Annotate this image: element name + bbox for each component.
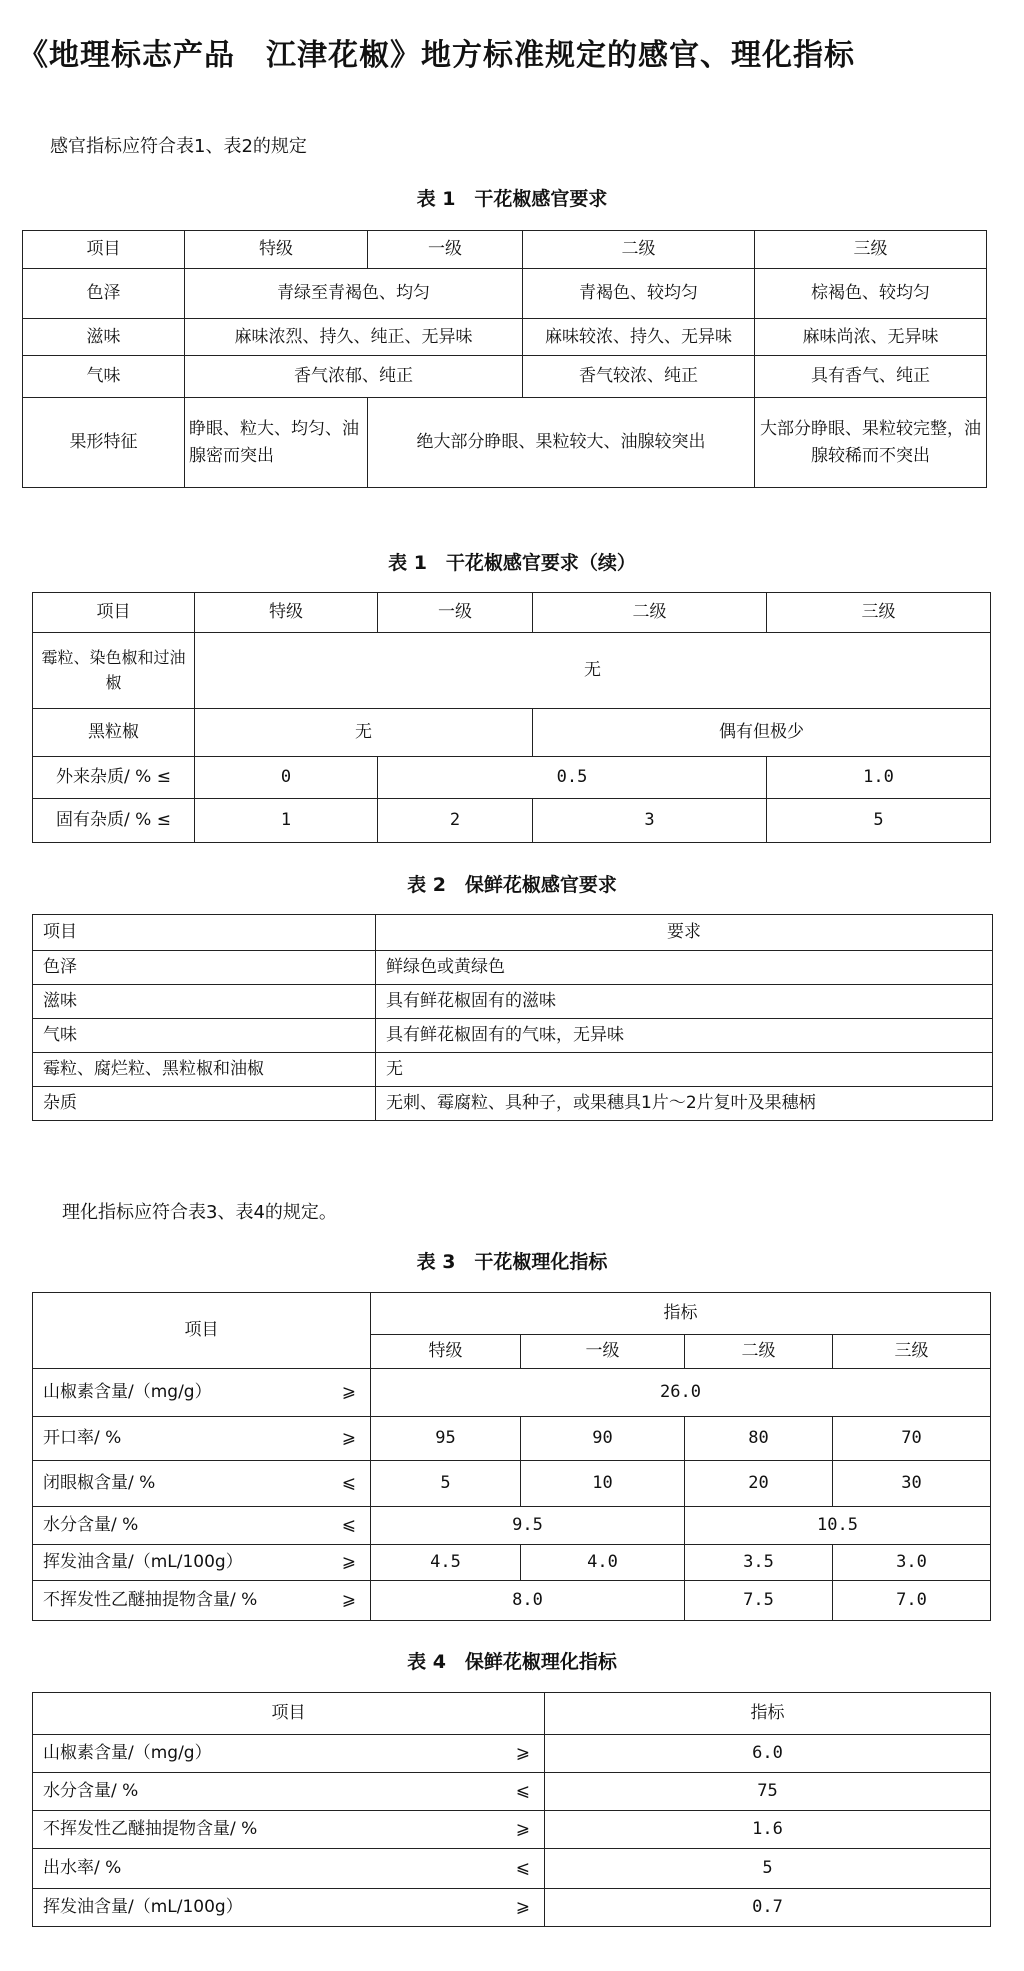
table-cell: 3.0 [833,1545,991,1581]
table-cell: 1 [195,799,378,843]
comparison-operator: ⩽ [515,1858,530,1879]
table-header: 项目 [23,231,185,269]
comparison-operator: ⩽ [341,1473,356,1494]
row-label-text: 闭眼椒含量/ % [43,1473,156,1494]
table-header: 指标 [371,1293,991,1335]
table1-caption: 表 1 干花椒感官要求 [416,188,608,210]
table-cell: 大部分睁眼、果粒较完整，油腺较稀而不突出 [755,398,987,488]
table-cell: 3.5 [685,1545,833,1581]
table-header: 特级 [371,1335,521,1369]
physchem-intro: 理化指标应符合表3、表4的规定。 [62,1202,337,1223]
table-cell: 麻味较浓、持久、无异味 [523,319,755,356]
row-label: 固有杂质/ % ≤ [33,799,195,843]
table2-caption: 表 2 保鲜花椒感官要求 [407,874,617,896]
row-label: 气味 [23,356,185,398]
table-cell: 70 [833,1417,991,1461]
table-cell: 95 [371,1417,521,1461]
table-cell: 5 [371,1461,521,1507]
table-cell: 色泽 [33,951,376,985]
table-cell: 偶有但极少 [533,709,991,757]
row-label [33,1581,371,1621]
row-label: 色泽 [23,269,185,319]
table-row [33,1087,993,1121]
table-row [33,1053,993,1087]
table-cell: 麻味浓烈、持久、纯正、无异味 [185,319,523,356]
table-row [33,633,991,709]
table-row [33,757,991,799]
table-cell: 棕褐色、较均匀 [755,269,987,319]
table4 [32,1692,991,1927]
row-label: 霉粒、染色椒和过油椒 [33,633,195,709]
table-cell: 80 [685,1417,833,1461]
table-row [23,398,987,488]
table4-header-row [33,1693,991,1735]
table-cell: 2 [378,799,533,843]
comparison-operator: ⩾ [515,1897,530,1918]
table1-header-row [23,231,987,269]
row-label-text: 挥发油含量/（mL/100g） [43,1552,243,1573]
table-row [23,356,987,398]
table-cell: 4.0 [521,1545,685,1581]
table-header: 三级 [833,1335,991,1369]
table-cell: 青绿至青褐色、均匀 [185,269,523,319]
table-cell: 滋味 [33,985,376,1019]
table-cell: 90 [521,1417,685,1461]
table-header: 项目 [33,1293,371,1369]
row-label: 果形特征 [23,398,185,488]
table-header: 二级 [685,1335,833,1369]
table-cell: 9.5 [371,1507,685,1545]
table-row [33,1417,991,1461]
table1b-caption: 表 1 干花椒感官要求（续） [388,552,636,574]
table-header: 一级 [368,231,523,269]
table-cell: 鲜绿色或黄绿色 [376,951,993,985]
table-row [33,1581,991,1621]
table-row [33,1889,991,1927]
table-header: 一级 [378,593,533,633]
row-label [33,1849,545,1889]
row-label [33,1507,371,1545]
table-cell: 具有鲜花椒固有的气味，无异味 [376,1019,993,1053]
table-cell: 睁眼、粒大、均匀、油腺密而突出 [185,398,368,488]
row-label: 滋味 [23,319,185,356]
table3-caption: 表 3 干花椒理化指标 [416,1251,608,1273]
row-label-text: 水分含量/ % [43,1515,139,1536]
table2 [32,914,993,1121]
table-cell: 30 [833,1461,991,1507]
table-row [33,1461,991,1507]
table-header: 特级 [195,593,378,633]
table-cell: 无 [195,709,533,757]
row-label [33,1773,545,1811]
table-cell: 无 [376,1053,993,1087]
table-row [33,1849,991,1889]
table-cell: 10.5 [685,1507,991,1545]
table-cell: 7.5 [685,1581,833,1621]
table4-caption: 表 4 保鲜花椒理化指标 [407,1651,617,1673]
row-label [33,1461,371,1507]
row-label [33,1889,545,1927]
table-cell: 5 [545,1849,991,1889]
table-cell: 0.7 [545,1889,991,1927]
table-header: 项目 [33,1693,545,1735]
table-row [23,319,987,356]
table-row [33,709,991,757]
comparison-operator: ⩾ [515,1819,530,1840]
table2-header-row [33,915,993,951]
table-header: 二级 [523,231,755,269]
row-label-text: 水分含量/ % [43,1781,139,1802]
row-label: 黑粒椒 [33,709,195,757]
comparison-operator: ⩽ [341,1515,356,1536]
row-label-text: 山椒素含量/（mg/g） [43,1382,212,1403]
table-cell: 75 [545,1773,991,1811]
table-cell: 1.0 [767,757,991,799]
table-header: 项目 [33,915,376,951]
table1 [22,230,987,488]
sensory-intro: 感官指标应符合表1、表2的规定 [50,136,307,157]
table-header: 指标 [545,1693,991,1735]
row-label-text: 开口率/ % [43,1428,122,1449]
table-row [33,951,993,985]
table-header: 要求 [376,915,993,951]
table-cell: 3 [533,799,767,843]
table-row [33,1019,993,1053]
table1-continued [32,592,991,843]
comparison-operator: ⩾ [341,1428,356,1449]
table-cell: 0.5 [378,757,767,799]
table-cell: 气味 [33,1019,376,1053]
table-cell: 20 [685,1461,833,1507]
table-cell: 无 [195,633,991,709]
table-row [33,1507,991,1545]
table-cell: 杂质 [33,1087,376,1121]
table-row [33,1773,991,1811]
table-cell: 麻味尚浓、无异味 [755,319,987,356]
row-label-text: 出水率/ % [43,1858,122,1879]
table-cell: 青褐色、较均匀 [523,269,755,319]
comparison-operator: ⩾ [341,1590,356,1611]
page-title: 《地理标志产品 江津花椒》地方标准规定的感官、理化指标 [18,38,855,73]
table-cell: 香气浓郁、纯正 [185,356,523,398]
table-row [33,799,991,843]
table-cell: 具有香气、纯正 [755,356,987,398]
table-header: 一级 [521,1335,685,1369]
table-cell: 无刺、霉腐粒、具种子，或果穗具1片～2片复叶及果穗柄 [376,1087,993,1121]
row-label-text: 不挥发性乙醚抽提物含量/ % [43,1590,258,1611]
row-label: 外来杂质/ % ≤ [33,757,195,799]
table3 [32,1292,991,1621]
table-header: 三级 [755,231,987,269]
table-cell: 6.0 [545,1735,991,1773]
row-label [33,1369,371,1417]
comparison-operator: ⩾ [341,1552,356,1573]
table-row [33,1545,991,1581]
table-header: 特级 [185,231,368,269]
table-cell: 8.0 [371,1581,685,1621]
comparison-operator: ⩾ [515,1743,530,1764]
table-cell: 香气较浓、纯正 [523,356,755,398]
table-row [33,985,993,1019]
row-label [33,1735,545,1773]
table-header: 项目 [33,593,195,633]
table-cell: 具有鲜花椒固有的滋味 [376,985,993,1019]
row-label [33,1545,371,1581]
table-cell: 1.6 [545,1811,991,1849]
table-header: 三级 [767,593,991,633]
table3-header-row [33,1293,991,1335]
comparison-operator: ⩾ [341,1382,356,1403]
table-cell: 5 [767,799,991,843]
row-label-text: 山椒素含量/（mg/g） [43,1743,212,1764]
table-cell: 0 [195,757,378,799]
table-cell: 7.0 [833,1581,991,1621]
table-cell: 霉粒、腐烂粒、黑粒椒和油椒 [33,1053,376,1087]
table-cell: 4.5 [371,1545,521,1581]
table-cell: 绝大部分睁眼、果粒较大、油腺较突出 [368,398,755,488]
table-header: 二级 [533,593,767,633]
row-label-text: 不挥发性乙醚抽提物含量/ % [43,1819,258,1840]
table-row [33,1735,991,1773]
table-cell: 10 [521,1461,685,1507]
table1b-header-row [33,593,991,633]
table-cell: 26.0 [371,1369,991,1417]
table-row [23,269,987,319]
comparison-operator: ⩽ [515,1781,530,1802]
row-label-text: 挥发油含量/（mL/100g） [43,1897,243,1918]
table-row [33,1369,991,1417]
row-label [33,1417,371,1461]
row-label [33,1811,545,1849]
table-row [33,1811,991,1849]
